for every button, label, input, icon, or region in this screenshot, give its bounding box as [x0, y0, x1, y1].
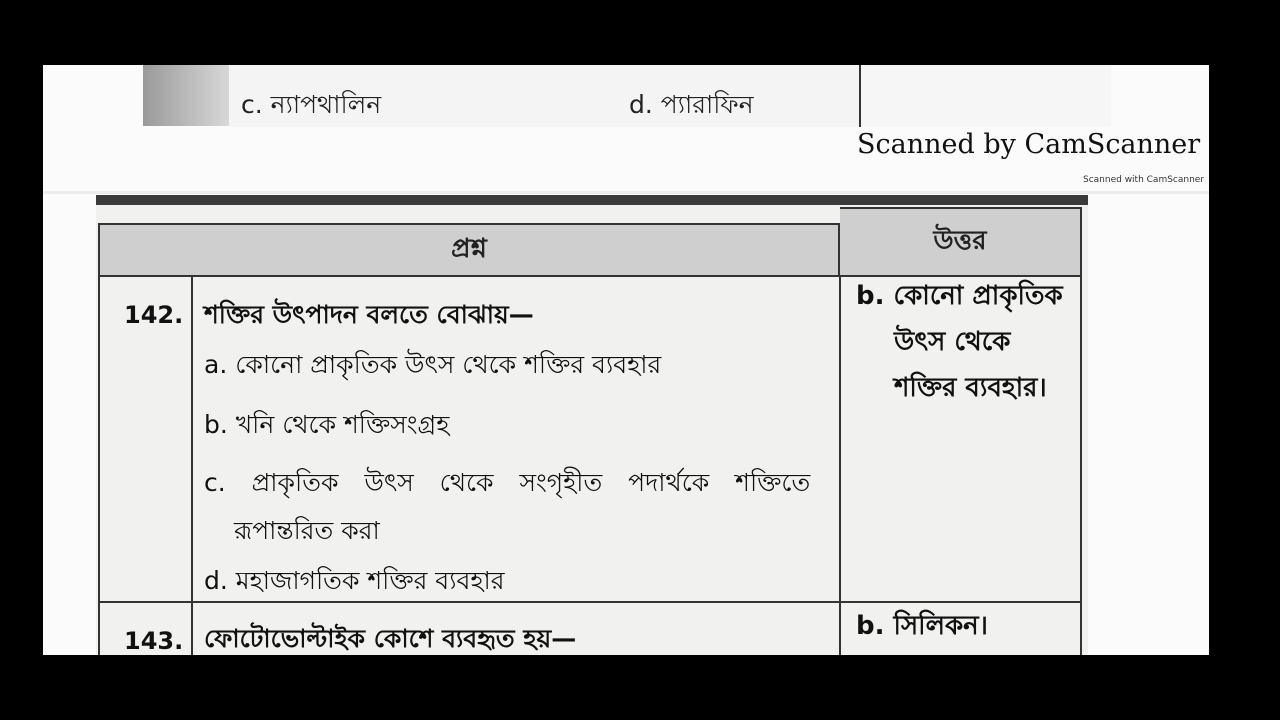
answer-line: b. কোনো প্রাকৃতিক — [856, 281, 1063, 311]
previous-options-strip — [229, 65, 861, 127]
answer-line: b. সিলিকন। — [856, 611, 988, 641]
answer-line: উৎস থেকে — [894, 327, 1011, 357]
answer-143 — [856, 603, 988, 649]
option-a: a. কোনো প্রাকৃতিক উৎস থেকে শক্তির ব্যবহার — [204, 350, 662, 379]
option-c: c. প্রাকৃতিক উৎস থেকে সংগৃহীত পদার্থকে শক্তিতে — [204, 468, 811, 497]
option-b: b. খনি থেকে শক্তিসংগ্রহ — [204, 410, 450, 439]
prev-option-d: d. প্যারাফিন — [629, 90, 754, 119]
question-number: 143. — [124, 627, 184, 655]
table-right-border — [1080, 277, 1082, 655]
answer-column-divider — [839, 277, 841, 655]
number-column-divider — [191, 277, 193, 655]
question-number: 142. — [124, 301, 184, 329]
page-divider — [43, 191, 1209, 194]
answer-line: শক্তির ব্যবহার। — [894, 373, 1047, 403]
previous-answer-cell — [861, 65, 1111, 127]
page-shadow — [143, 65, 229, 126]
question-table — [96, 195, 1088, 655]
page-top-edge — [96, 195, 1088, 205]
header-answer: উত্তর — [840, 207, 1082, 277]
header-question: প্রশ্ন — [98, 223, 840, 277]
prev-option-c: c. ন্যাপথালিন — [241, 90, 382, 119]
option-d: d. মহাজাগতিক শক্তির ব্যবহার — [204, 566, 505, 595]
question-text: শক্তির উৎপাদন বলতে বোঝায়— — [204, 300, 534, 329]
option-c-continued: রূপান্তরিত করা — [234, 516, 380, 545]
table-left-border — [98, 277, 100, 655]
answer-142 — [856, 273, 1063, 411]
camscanner-small-watermark: Scanned with CamScanner — [1083, 175, 1205, 185]
camscanner-watermark: Scanned by CamScanner — [857, 129, 1201, 160]
scanned-page — [43, 65, 1209, 655]
question-text: ফোটোভোল্টাইক কোশে ব্যবহৃত হয়— — [204, 624, 577, 653]
